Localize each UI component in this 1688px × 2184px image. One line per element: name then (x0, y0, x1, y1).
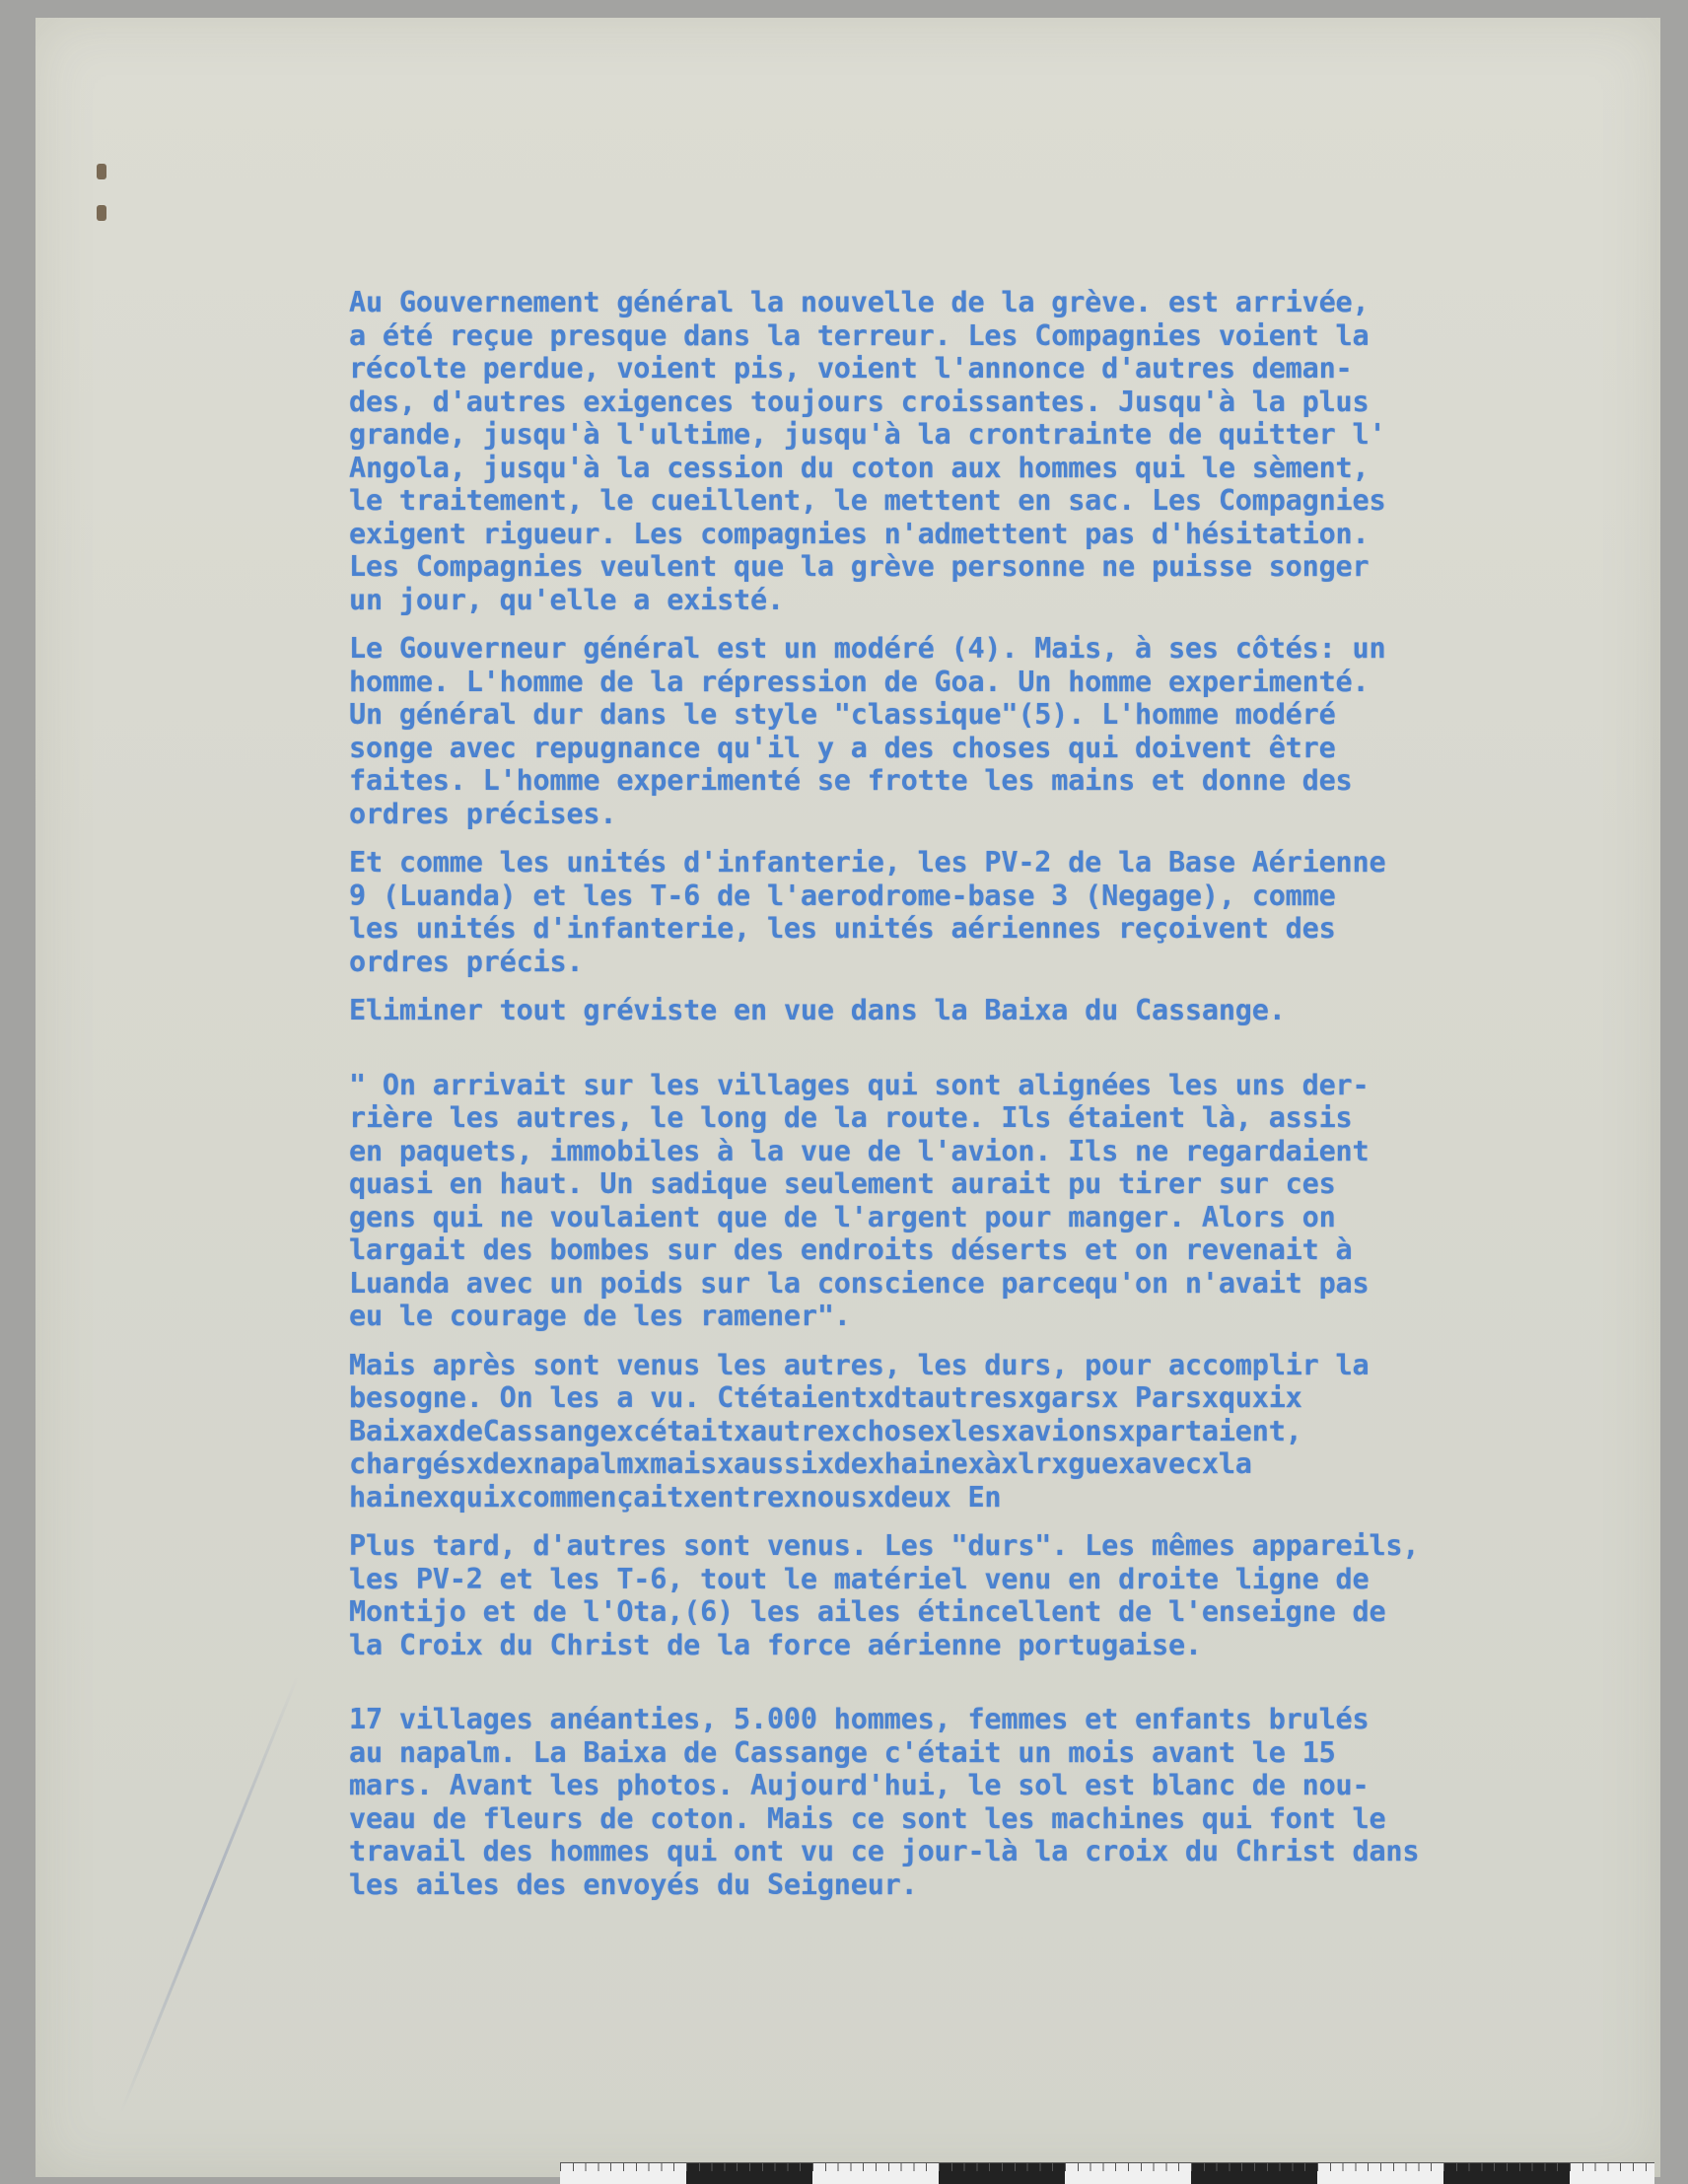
paragraph (349, 1529, 1641, 1661)
text-line: Les Compagnies veulent que la grève personne ne puisse songer (349, 550, 1370, 583)
text-line: " On arrivait sur les villages qui sont alignées les uns der- (349, 1068, 1370, 1101)
staple-mark (97, 205, 106, 221)
text-line: rière les autres, le long de la route. Ils étaient là, assis (349, 1101, 1353, 1134)
paragraph-gap (349, 1043, 1641, 1069)
text-line: mars. Avant les photos. Aujourd'hui, le sol est blanc de nou- (349, 1769, 1370, 1801)
text-line: Mais après sont venus les autres, les durs, pour accomplir la (349, 1348, 1370, 1381)
text-line: Angola, jusqu'à la cession du coton aux hommes qui le sèment, (349, 451, 1370, 484)
staple-mark (97, 164, 106, 179)
text-line: Au Gouvernement général la nouvelle de la grève. est arrivée, (349, 286, 1370, 318)
paragraph-gap (349, 1677, 1641, 1703)
typewritten-text (349, 286, 1641, 1917)
paragraph (349, 1703, 1641, 1901)
text-line: grande, jusqu'à l'ultime, jusqu'à la crontrainte de quitter l' (349, 418, 1386, 451)
text-line: Et comme les unités d'infanterie, les PV-2 de la Base Aérienne (349, 846, 1386, 879)
text-line: Le Gouverneur général est un modéré (4). Mais, à ses côtés: un (349, 632, 1386, 665)
text-line: récolte perdue, voient pis, voient l'annonce d'autres deman- (349, 352, 1353, 385)
text-line: les ailes des envoyés du Seigneur. (349, 1867, 918, 1901)
text-line: songe avec repugnance qu'il y a des choses qui doivent être (349, 731, 1336, 764)
paragraph (349, 1069, 1641, 1333)
text-line: hainexquixcommençaitxentrexnousxdeux En (349, 1480, 1002, 1514)
text-line: a été reçue presque dans la terreur. Les Compagnies voient la (349, 318, 1370, 352)
text-line: BaixaxdeCassangexcétaitxautrexchosexlesxavionsxpartaient, (349, 1414, 1302, 1447)
text-line: eu le courage de les ramener". (349, 1300, 851, 1332)
text-line: largait des bombes sur des endroits déserts et on revenait à (349, 1233, 1353, 1266)
text-line: 17 villages anéanties, 5.000 hommes, femmes et enfants brulés (349, 1703, 1370, 1735)
text-line: Luanda avec un poids sur la conscience parcequ'on n'avait pas (349, 1266, 1370, 1300)
scale-ruler (560, 2162, 1654, 2184)
ruler-ticks (560, 2163, 1654, 2171)
paragraph (349, 1349, 1641, 1515)
text-line: un jour, qu'elle a existé. (349, 583, 784, 616)
text-line: des, d'autres exigences toujours croissantes. Jusqu'à la plus (349, 385, 1370, 418)
text-line: Un général dur dans le style "classique"(5). L'homme modéré (349, 698, 1336, 731)
text-line: chargésxdexnapalmxmaisxaussixdexhainexàxlrxguexavecxla (349, 1447, 1252, 1480)
text-line: les unités d'infanterie, les unités aériennes reçoivent des (349, 912, 1336, 945)
paragraph (349, 994, 1641, 1027)
text-line: Plus tard, d'autres sont venus. Les "durs". Les mêmes appareils, (349, 1529, 1420, 1562)
text-line: 9 (Luanda) et les T-6 de l'aerodrome-base 3 (Negage), comme (349, 879, 1336, 912)
paragraph (349, 632, 1641, 830)
text-line: Montijo et de l'Ota,(6) les ailes étincellent de l'enseigne de (349, 1595, 1386, 1628)
text-line: au napalm. La Baixa de Cassange c'était un mois avant le 15 (349, 1735, 1336, 1769)
text-line: homme. L'homme de la répression de Goa. Un homme experimenté. (349, 665, 1370, 698)
text-line: en paquets, immobiles à la vue de l'avion. Ils ne regardaient (349, 1134, 1370, 1167)
text-line: la Croix du Christ de la force aérienne portugaise. (349, 1628, 1202, 1661)
text-line: exigent rigueur. Les compagnies n'admettent pas d'hésitation. (349, 517, 1370, 550)
text-line: ordres précis. (349, 945, 584, 978)
text-line: le traitement, le cueillent, le mettent en sac. Les Compagnies (349, 484, 1386, 517)
text-line: les PV-2 et les T-6, tout le matériel venu en droite ligne de (349, 1562, 1370, 1595)
text-line: quasi en haut. Un sadique seulement aurait pu tirer sur ces (349, 1167, 1336, 1200)
text-line: travail des hommes qui ont vu ce jour-là la croix du Christ dans (349, 1835, 1420, 1867)
paragraph (349, 286, 1641, 616)
paragraph (349, 846, 1641, 978)
text-line: faites. L'homme experimenté se frotte les mains et donne des (349, 764, 1353, 797)
text-line: gens qui ne voulaient que de l'argent pour manger. Alors on (349, 1200, 1336, 1233)
text-line: veau de fleurs de coton. Mais ce sont les machines qui font le (349, 1801, 1386, 1835)
text-line: besogne. On les a vu. Ctétaientxdtautresxgarsx Parsxquxix (349, 1381, 1302, 1414)
text-line: Eliminer tout gréviste en vue dans la Baixa du Cassange. (349, 994, 1286, 1026)
text-line: ordres précises. (349, 797, 617, 830)
